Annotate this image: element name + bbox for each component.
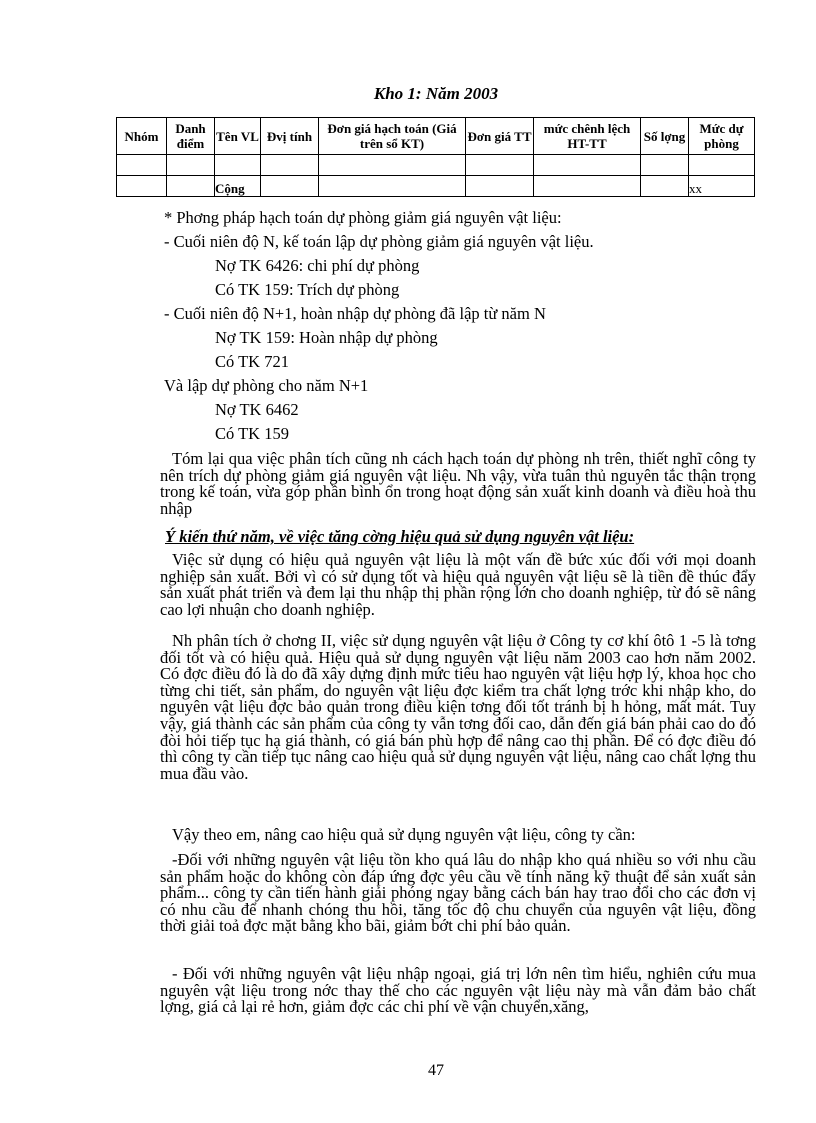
text-line: - Cuối niên độ N+1, hoàn nhập dự phòng đã lập từ năm N [164, 304, 546, 323]
section-heading: Ý kiến thứ năm, về việc tăng cờng hiệu quả sử dụng nguyên vật liệu: [165, 527, 635, 546]
table-cell [261, 176, 319, 197]
header-cell: Nhóm [117, 118, 167, 155]
table-cell [641, 176, 689, 197]
paragraph: -Đối với những nguyên vật liệu tồn kho quá lâu do nhập kho quá nhiều so với nhu cầu sản phẩm hoặc do không còn đáp ứng đợc yêu cầu về tính năng kỹ thuật để sản xuất sản phẩm... công ty cần tiến hành giải phóng ngay bằng cách bán hay trao đổi cho các đơn vị có nhu cầu để nhanh chóng thu hồi, tăng tốc độ chu chuyển của nguyên vật liệu, đồng thời giải toả đợc mặt bằng kho bãi, giảm bớt chi phí bảo quản. [160, 850, 756, 936]
table-cell [534, 176, 641, 197]
total-label: Cộng [215, 176, 261, 197]
table-cell [167, 155, 215, 176]
entry-line: Nợ TK 6426: chi phí dự phòng [215, 256, 420, 275]
table-cell [215, 155, 261, 176]
table-cell [534, 155, 641, 176]
table-cell [466, 176, 534, 197]
table-cell [466, 155, 534, 176]
header-cell: Tên VL [215, 118, 261, 155]
header-cell: mức chênh lệch HT-TT [534, 118, 641, 155]
total-value: xx [689, 176, 755, 197]
table-cell [167, 176, 215, 197]
entry-line: Nợ TK 159: Hoàn nhập dự phòng [215, 328, 438, 347]
header-cell: Đơn giá hạch toán (Giá trên sổ KT) [319, 118, 466, 155]
table-cell [261, 155, 319, 176]
entry-line: Nợ TK 6462 [215, 400, 299, 419]
summary-paragraph: Tóm lại qua việc phân tích cũng nh cách hạch toán dự phòng nh trên, thiết nghĩ công ty nên trích dự phòng giảm giá nguyên vật liệu. Nh vậy, vừa tuân thủ nguyên tắc thận trọng trong kế toán, vừa góp phần bình ổn trong hoạt động sản xuất kinh doanh và điều hoà thu nhập [160, 449, 756, 518]
table-cell [689, 155, 755, 176]
header-cell: Số lợng [641, 118, 689, 155]
table-cell [319, 176, 466, 197]
method-heading-line: * Phơng pháp hạch toán dự phòng giảm giá nguyên vật liệu: [164, 208, 562, 227]
header-cell: Danh điểm [167, 118, 215, 155]
page-number: 47 [428, 1062, 444, 1079]
table-cell [117, 155, 167, 176]
paragraph: - Đối với những nguyên vật liệu nhập ngoại, giá trị lớn nên tìm hiểu, nghiên cứu mua nguyên vật liệu trong nớc thay thế cho các nguyên vật liệu này mà vẫn đảm bảo chất lợng, giá cả lại rẻ hơn, giảm đợc các chi phí về vận chuyển,xăng, [160, 964, 756, 1017]
entry-line: Có TK 159: Trích dự phòng [215, 280, 400, 299]
table-header-row [117, 118, 755, 155]
table-cell [641, 155, 689, 176]
text-line: Và lập dự phòng cho năm N+1 [164, 376, 369, 395]
table-cell [117, 176, 167, 197]
header-cell: Đơn giá TT [466, 118, 534, 155]
table-title: Kho 1: Năm 2003 [373, 84, 499, 103]
entry-line: Có TK 721 [215, 352, 289, 371]
header-cell: Đvị tính [261, 118, 319, 155]
header-cell: Mức dự phòng [689, 118, 755, 155]
table-total-row [117, 176, 755, 197]
table-row [117, 155, 755, 176]
text-line: - Cuối niên độ N, kế toán lập dự phòng giảm giá nguyên vật liệu. [164, 232, 594, 251]
table-cell [319, 155, 466, 176]
entry-line: Có TK 159 [215, 424, 289, 443]
provision-table [116, 117, 755, 197]
paragraph: Nh phân tích ở chơng II, việc sử dụng nguyên vật liệu ở Công ty cơ khí ôtô 1 -5 là tơng đối tốt và có hiệu quả. Hiệu quả sử dụng nguyên vật liệu năm 2003 cao hơn năm 2002. Có đợc điều đó là do đã xây dựng định mức tiêu hao nguyên vật liệu hợp lý, khoa học cho từng chi tiết, sản phẩm, do nguyên vật liệu đợc kiểm tra chất lợng trớc khi nhập kho, do nguyên vật liệu đợc bảo quản trong điều kiện tơng đối tốt tránh bị h hỏng, mất mát. Tuy vậy, giá thành các sản phẩm của công ty vẫn tơng đối cao, dẫn đến giá bán phải cao do đó đòi hỏi tiếp tục hạ giá thành, có giá bán phù hợp để nâng cao thị phần. Để có đợc điều đó thì công ty cần tiếp tục nâng cao hiệu quả sử dụng nguyên vật liệu, nâng cao chất lợng thu mua đầu vào. [160, 631, 756, 783]
paragraph: Vậy theo em, nâng cao hiệu quả sử dụng nguyên vật liệu, công ty cần: [172, 825, 636, 844]
paragraph: Việc sử dụng có hiệu quả nguyên vật liệu là một vấn đề bức xúc đối với mọi doanh nghiệp sản xuất. Bởi vì có sử dụng tốt và hiệu quả nguyên vật liệu sẽ là tiền đề thúc đẩy sản xuất phát triển và đem lại thu nhập thị phần rộng lớn cho doanh nghiệp, từ đó sẽ nâng cao lợi nhuận cho doanh nghiệp. [160, 550, 756, 619]
